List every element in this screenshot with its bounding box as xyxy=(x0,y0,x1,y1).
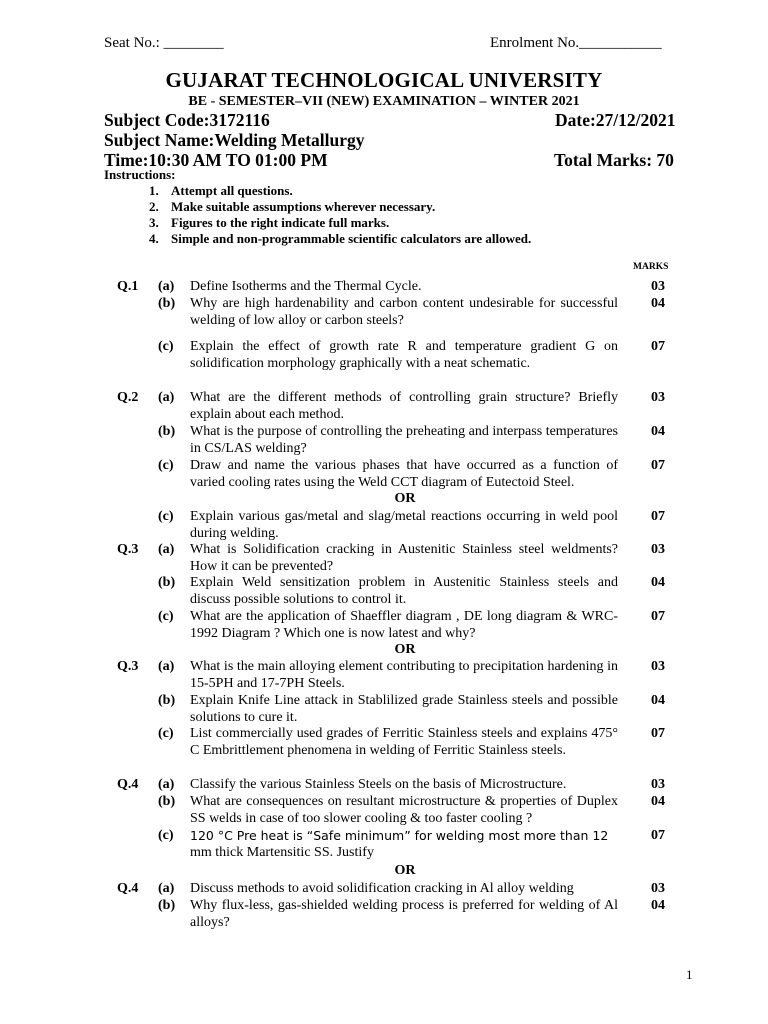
question-number: Q.4 xyxy=(117,777,139,792)
question-marks: 03 xyxy=(651,777,665,792)
subject-code: Subject Code:3172116 xyxy=(104,110,270,130)
question-marks: 07 xyxy=(651,458,665,473)
question-text: What is Solidification cracking in Austenitic Stainless steel weldments? How it can be prevented? xyxy=(190,542,618,574)
sub-question-label: (c) xyxy=(158,458,174,473)
university-title: GUJARAT TECHNOLOGICAL UNIVERSITY xyxy=(165,68,603,92)
question-number: Q.3 xyxy=(117,659,139,674)
marks-column-heading: MARKS xyxy=(633,262,669,272)
question-marks: 04 xyxy=(651,898,665,913)
question-marks: 07 xyxy=(651,339,665,354)
question-text: Draw and name the various phases that have occurred as a function of varied cooling rates using the Weld CCT diagram of Eutectoid Steel. xyxy=(190,458,618,490)
sub-question-label: (c) xyxy=(158,609,174,624)
question-marks: 04 xyxy=(651,424,665,439)
or-separator: OR xyxy=(394,642,416,657)
sub-question-label: (b) xyxy=(158,296,176,311)
sub-question-label: (c) xyxy=(158,339,174,354)
question-text: List commercially used grades of Ferritic Stainless steels and explains 475° C Embrittlement phenomena in welding of Ferritic Stainless steels. xyxy=(190,726,618,758)
sub-question-label: (a) xyxy=(158,659,175,674)
question-text: Explain various gas/metal and slag/metal reactions occurring in weld pool during welding. xyxy=(190,509,618,541)
exam-date: Date:27/12/2021 xyxy=(555,110,676,130)
question-text: What are the application of Shaeffler diagram , DE long diagram & WRC-1992 Diagram ? Which one is now latest and why? xyxy=(190,609,618,641)
question-text: What are consequences on resultant microstructure & properties of Duplex SS welds in case of too slower cooling & too faster cooling ? xyxy=(190,794,618,826)
sub-question-label: (b) xyxy=(158,794,176,809)
question-number: Q.3 xyxy=(117,542,139,557)
question-marks: 07 xyxy=(651,828,665,843)
question-text: Explain the effect of growth rate R and temperature gradient G on solidification morphology graphically with a neat schematic. xyxy=(190,339,618,371)
question-number: Q.2 xyxy=(117,390,139,405)
question-text: Why are high hardenability and carbon content undesirable for successful welding of low alloy or carbon steels? xyxy=(190,296,618,328)
page-number: 1 xyxy=(686,967,693,982)
question-marks: 07 xyxy=(651,509,665,524)
seat-number-field: Seat No.: ________ xyxy=(104,35,224,51)
question-marks: 07 xyxy=(651,609,665,624)
instruction-item: 4. Simple and non-programmable scientific calculators are allowed. xyxy=(149,231,532,246)
sub-question-label: (b) xyxy=(158,898,176,913)
question-marks: 03 xyxy=(651,542,665,557)
sub-question-label: (b) xyxy=(158,693,176,708)
sub-question-label: (a) xyxy=(158,390,175,405)
sub-question-label: (c) xyxy=(158,726,174,741)
question-text: Explain Weld sensitization problem in Austenitic Stainless steels and discuss possible solutions to control it. xyxy=(190,575,618,607)
question-text: Why flux-less, gas-shielded welding process is preferred for welding of Al alloys? xyxy=(190,898,618,930)
sub-question-label: (a) xyxy=(158,542,175,557)
question-marks: 04 xyxy=(651,794,665,809)
question-text: What are the different methods of controlling grain structure? Briefly explain about each method. xyxy=(190,390,618,422)
instruction-item: 3. Figures to the right indicate full marks. xyxy=(149,215,390,230)
question-text: What is the main alloying element contributing to precipitation hardening in 15-5PH and 17-7PH Steels. xyxy=(190,659,618,691)
question-text-continued: mm thick Martensitic SS. Justify xyxy=(190,845,374,860)
sub-question-label: (a) xyxy=(158,279,175,294)
question-marks: 03 xyxy=(651,881,665,896)
or-separator: OR xyxy=(394,491,416,506)
question-marks: 04 xyxy=(651,693,665,708)
instructions-heading: Instructions: xyxy=(104,167,176,182)
question-text: Classify the various Stainless Steels on the basis of Microstructure. xyxy=(190,777,567,792)
exam-time: Time:10:30 AM TO 01:00 PM xyxy=(104,150,328,170)
question-marks: 04 xyxy=(651,296,665,311)
exam-title: BE - SEMESTER–VII (NEW) EXAMINATION – WINTER 2021 xyxy=(188,94,580,109)
sub-question-label: (b) xyxy=(158,575,176,590)
question-marks: 04 xyxy=(651,575,665,590)
question-text: What is the purpose of controlling the preheating and interpass temperatures in CS/LAS welding? xyxy=(190,424,618,456)
sub-question-label: (a) xyxy=(158,777,175,792)
question-marks: 03 xyxy=(651,279,665,294)
total-marks: Total Marks: 70 xyxy=(554,150,674,170)
question-number: Q.4 xyxy=(117,881,139,896)
question-text: Discuss methods to avoid solidification cracking in Al alloy welding xyxy=(190,881,574,896)
question-text: 120 °C Pre heat is “Safe minimum” for welding most more than 12 xyxy=(190,828,609,843)
question-marks: 07 xyxy=(651,726,665,741)
or-separator: OR xyxy=(394,863,416,878)
sub-question-label: (c) xyxy=(158,828,174,843)
instruction-item: 1. Attempt all questions. xyxy=(149,183,293,198)
subject-name: Subject Name:Welding Metallurgy xyxy=(104,130,365,150)
question-text: Explain Knife Line attack in Stablilized grade Stainless steels and possible solutions to cure it. xyxy=(190,693,618,725)
sub-question-label: (a) xyxy=(158,881,175,896)
question-number: Q.1 xyxy=(117,279,139,294)
instruction-item: 2. Make suitable assumptions wherever necessary. xyxy=(149,199,436,214)
sub-question-label: (c) xyxy=(158,509,174,524)
sub-question-label: (b) xyxy=(158,424,176,439)
question-marks: 03 xyxy=(651,659,665,674)
question-text: Define Isotherms and the Thermal Cycle. xyxy=(190,279,422,294)
question-marks: 03 xyxy=(651,390,665,405)
enrolment-number-field: Enrolment No.___________ xyxy=(490,35,662,51)
